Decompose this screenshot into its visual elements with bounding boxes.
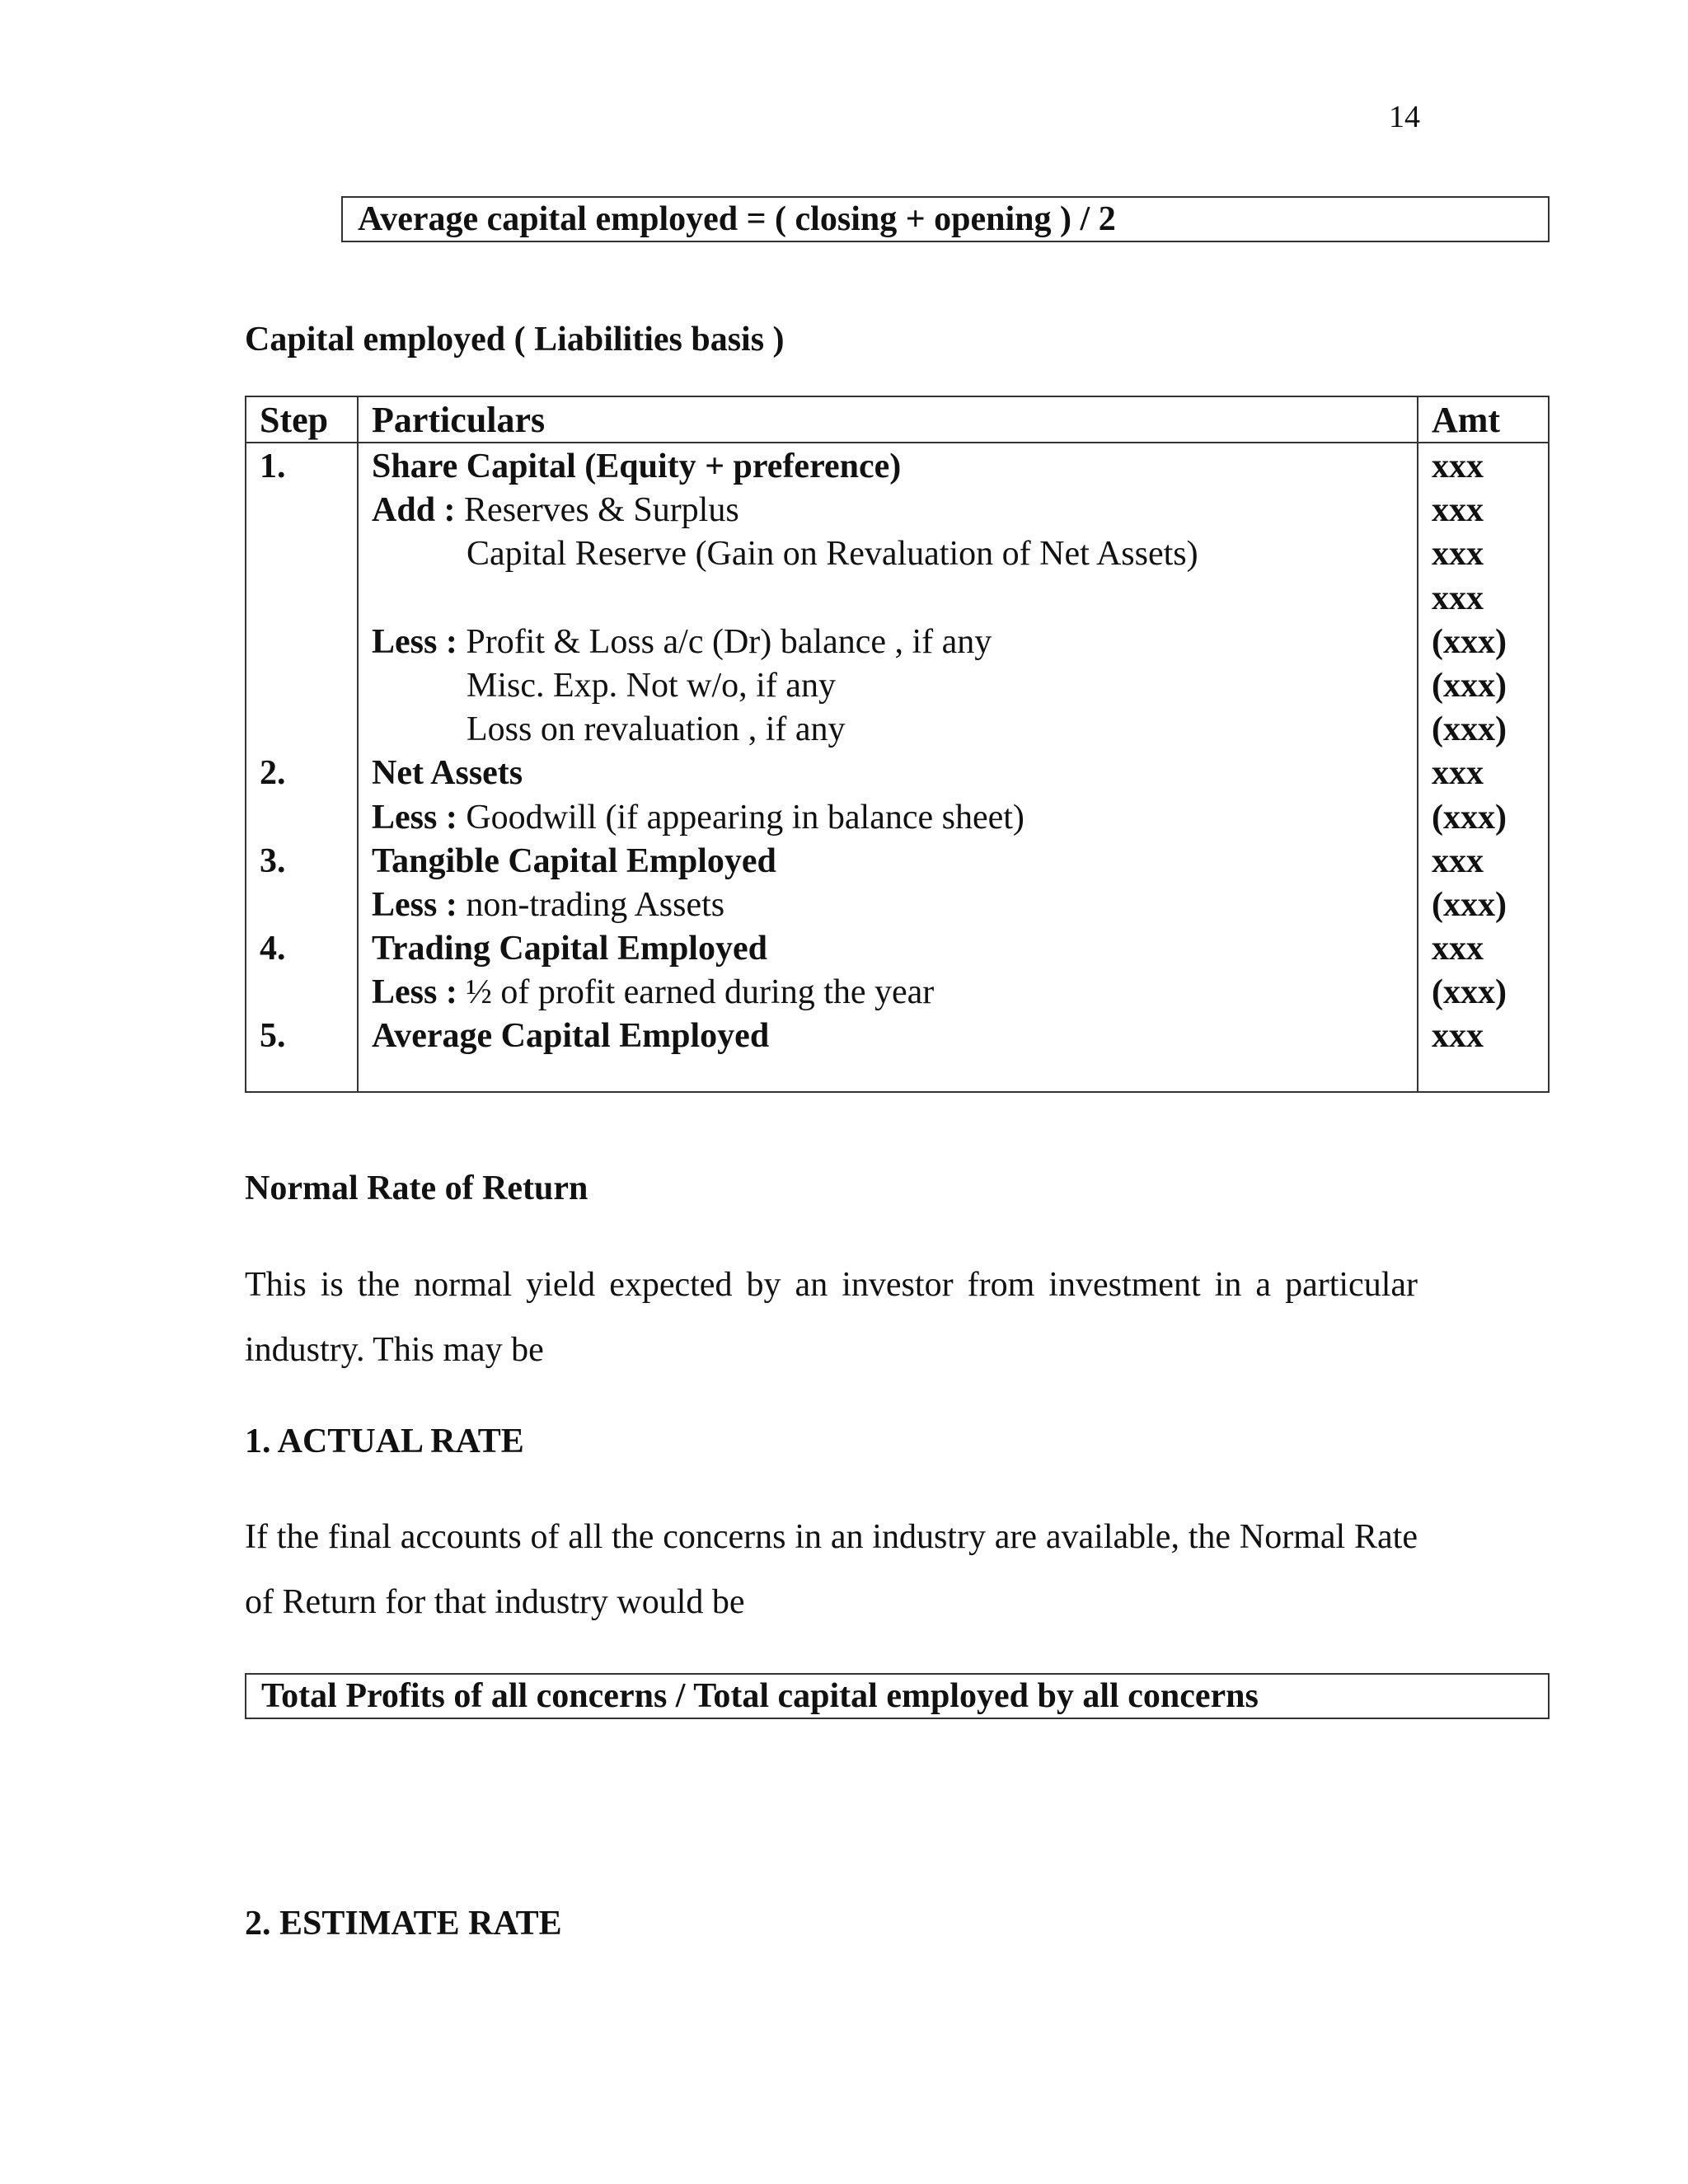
step-number: 1.: [260, 448, 286, 485]
amount-value: (xxx): [1432, 710, 1507, 749]
particulars-label: ½ of profit earned during the year: [466, 973, 935, 1012]
table-row: [246, 577, 1548, 621]
amount-value: xxx: [1432, 579, 1484, 617]
particulars-text: [372, 489, 739, 532]
page-number: 14: [1389, 100, 1420, 134]
particulars-text: [467, 532, 1198, 576]
particulars-label: Tangible Capital Employed: [372, 841, 776, 880]
particulars-label: Reserves & Surplus: [464, 491, 739, 530]
particulars-text: [372, 1015, 769, 1058]
table-header-particulars: Particulars: [372, 400, 546, 440]
particulars-label: Capital Reserve (Gain on Revaluation of Net Assets): [467, 535, 1198, 574]
particulars-label: Trading Capital Employed: [372, 930, 767, 968]
table-row: [246, 752, 1548, 795]
particulars-prefix: Less :: [372, 798, 467, 837]
particulars-label: Average Capital Employed: [372, 1017, 770, 1056]
particulars-label: Share Capital (Equity + preference): [372, 448, 902, 485]
particulars-text: [372, 927, 767, 971]
particulars-text: [467, 708, 846, 752]
table-row: [246, 532, 1548, 576]
table-row: [246, 883, 1548, 927]
amount-value: xxx: [1432, 491, 1484, 530]
capital-employed-table: [245, 396, 1550, 1093]
particulars-label: Loss on revaluation , if any: [467, 710, 846, 749]
step-number: 5.: [260, 1017, 286, 1056]
step-number: 4.: [260, 930, 286, 968]
table-row: [246, 664, 1548, 708]
amount-value: xxx: [1432, 1017, 1484, 1056]
table-body: [246, 445, 1548, 1059]
table-row: [246, 445, 1548, 489]
table-row: [246, 621, 1548, 664]
amount-value: xxx: [1432, 754, 1484, 793]
table-header-step: Step: [260, 400, 329, 440]
particulars-label: Net Assets: [372, 754, 523, 793]
actual-rate-formula-box: Total Profits of all concerns / Total capital employed by all concerns: [245, 1673, 1550, 1719]
actual-rate-paragraph: If the final accounts of all the concerns in an industry are available, the Normal Rate of Return for that industry would be: [245, 1518, 1418, 1621]
normal-rate-paragraph: This is the normal yield expected by an investor from investment in a particular industry. This may be: [245, 1266, 1418, 1369]
table-row: [246, 927, 1548, 971]
amount-value: (xxx): [1432, 973, 1507, 1012]
table-header-divider: [246, 442, 1548, 443]
particulars-text: [372, 796, 1025, 840]
amount-value: (xxx): [1432, 622, 1507, 661]
particulars-prefix: Less :: [372, 973, 467, 1012]
amount-value: xxx: [1432, 448, 1484, 485]
step-number: 3.: [260, 841, 286, 880]
step-number: 2.: [260, 754, 286, 793]
amount-value: (xxx): [1432, 666, 1507, 705]
capital-employed-heading: Capital employed ( Liabilities basis ): [245, 321, 785, 359]
particulars-label: Misc. Exp. Not w/o, if any: [467, 666, 836, 705]
table-row: [246, 489, 1548, 532]
average-capital-formula-box: Average capital employed = ( closing + opening ) / 2: [341, 196, 1550, 242]
estimate-rate-heading: 2. ESTIMATE RATE: [245, 1905, 562, 1943]
amount-value: xxx: [1432, 841, 1484, 880]
particulars-text: [372, 752, 523, 795]
particulars-label: Goodwill (if appearing in balance sheet): [466, 798, 1025, 837]
particulars-text: [372, 621, 992, 664]
particulars-text: [372, 883, 724, 927]
particulars-text: [467, 664, 836, 708]
table-row: [246, 840, 1548, 883]
amount-value: (xxx): [1432, 885, 1507, 924]
particulars-text: [372, 445, 901, 489]
particulars-prefix: Less :: [372, 622, 467, 661]
amount-value: xxx: [1432, 930, 1484, 968]
amount-value: xxx: [1432, 535, 1484, 574]
table-row: [246, 796, 1548, 840]
particulars-label: non-trading Assets: [466, 885, 725, 924]
table-row: [246, 708, 1548, 752]
table-row: [246, 1015, 1548, 1058]
particulars-prefix: Add :: [372, 491, 465, 530]
particulars-text: [372, 971, 934, 1015]
amount-value: (xxx): [1432, 798, 1507, 837]
table-header-amount: Amt: [1432, 400, 1501, 440]
actual-rate-heading: 1. ACTUAL RATE: [245, 1422, 524, 1460]
table-row: [246, 971, 1548, 1015]
particulars-text: [372, 840, 776, 883]
normal-rate-heading: Normal Rate of Return: [245, 1169, 588, 1207]
particulars-label: Profit & Loss a/c (Dr) balance , if any: [466, 622, 992, 661]
particulars-prefix: Less :: [372, 885, 467, 924]
